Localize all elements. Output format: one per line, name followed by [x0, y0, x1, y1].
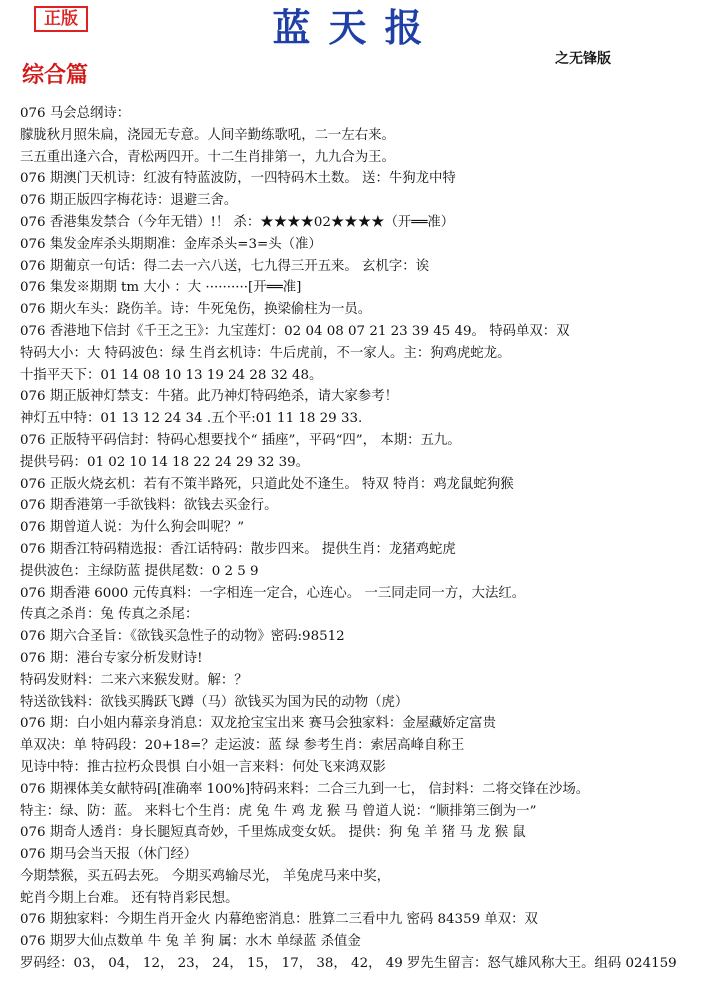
page-title: 蓝天报 — [272, 5, 441, 50]
content-line: 076 马会总纲诗： — [20, 106, 131, 121]
content-line: 076 香港集发禁合（今年无错）!！ 杀：★★★★02★★★★（开══准） — [20, 214, 455, 230]
content-line: 076 期裸体美女献特码[准确率 100%]特码来料：二合三九到一七， 信封料：二将交锋在沙场。 — [20, 781, 590, 797]
section-heading: 综合篇 — [22, 62, 89, 88]
content-line: 076 期香江特码精选报：香江话特码：散步四来。 提供生肖：龙猪鸡蛇虎 — [20, 541, 456, 557]
content-line: 076 期正版四字梅花诗：退避三舍。 — [20, 193, 238, 209]
content-lines — [20, 103, 704, 975]
genuine-badge: 正版 — [34, 6, 88, 32]
content-line: 076 期：港台专家分析发财诗! — [20, 650, 203, 666]
content-line: 特码大小：大 特码波色：绿 生肖玄机诗：牛后虎前，不一家人。主：狗鸡虎蛇龙。 — [20, 345, 511, 361]
content-line: 提供号码：01 02 10 14 18 22 24 29 32 39。 — [20, 454, 310, 470]
content-line: 十指平天下：01 14 08 10 13 19 24 28 32 48。 — [20, 367, 323, 383]
content-line: 神灯五中特：01 13 12 24 34 .五个平:01 11 18 29 33. — [20, 411, 363, 427]
content-line: 076 期马会当天报（休门经） — [20, 847, 198, 863]
content-line: 076 集发金库杀头期期准：金库杀头=3=头（准） — [20, 236, 322, 252]
content-line: 076 期独家料：今期生肖开金火 内幕绝密消息：胜算二三看中九 密码 84359 单双：双 — [20, 912, 538, 928]
content-line: 朦胧秋月照朱扁，浇园无专意。人间辛勤练歌吼，二一左右来。 — [20, 127, 395, 143]
content-line: 076 期：白小姐内幕亲身消息：双龙抢宝宝出来 赛马会独家料：金屋藏娇定富贵 — [20, 716, 496, 732]
content-line: 076 期奇人透肖：身长腿短真奇妙，千里炼成变女妖。 提供：狗 兔 羊 猪 马 龙 猴 鼠 — [20, 825, 526, 841]
content-line: 特送欲钱料：欲钱买腾跃飞蹲（马）欲钱买为国为民的动物（虎） — [20, 694, 409, 710]
content-line: 076 期罗大仙点数单 牛 兔 羊 狗 属：水木 单绿蓝 杀值金 — [20, 934, 361, 950]
edition-label: 之无锋版 — [555, 51, 611, 67]
content-line: 076 期澳门天机诗：红波有特蓝波防，一四特码木土数。 送：牛狗龙中特 — [20, 171, 456, 187]
content-line: 076 期六合圣旨：《欲钱买急性子的动物》密码:98512 — [20, 629, 345, 645]
content-line: 传真之杀肖：兔 传真之杀尾： — [20, 607, 199, 623]
content-line: 076 期葡京一句话：得二去一六八送，七九得三开五来。 玄机字：诶 — [20, 258, 430, 274]
content-line: 见诗中特：推古拉朽众畏惧 白小姐一言来料：何处飞来鸿双影 — [20, 759, 386, 775]
content-line: 076 期香港 6000 元传真料：一字相连一定合，心连心。 一三同走同一方，大法红。 — [20, 585, 526, 601]
content-line: 三五重出逢六合，青松两四开。十二生肖排第一，九九合为王。 — [20, 149, 395, 165]
content-line: 076 正版火烧玄机：若有不策半路死，只道此处不逢生。 特双 特肖：鸡龙鼠蛇狗猴 — [20, 476, 514, 492]
content-line: 罗码经：03， 04， 12， 23， 24， 15， 17， 38， 42， 49 罗先生留言：怒气雄风称大王。组码 024159 — [20, 956, 677, 972]
content-line: 076 期曾道人说：为什么狗会叫呢？” — [20, 520, 245, 536]
content-line: 076 集发※期期 tm 大小 ：大 ··········[开══准] — [20, 280, 302, 296]
content-line: 蛇肖今期上台难。 还有特肖彩民想。 — [20, 890, 239, 906]
content-line: 076 期香港第一手欲钱料：欲钱去买金行。 — [20, 498, 278, 514]
content-line: 特主：绿、防：蓝。 来料七个生肖：虎 兔 牛 鸡 龙 猴 马 曾道人说：“顺排第三倒为一” — [20, 803, 537, 819]
content-line: 076 正版特平码信封：特码心想要找个“ 插座”，平码“四”， 本期：五九。 — [20, 432, 461, 448]
content-line: 特码发财料：二来六来猴发财。解：？ — [20, 672, 248, 688]
content-line: 076 香港地下信封《千王之王》：九宝莲灯：02 04 08 07 21 23 39 45 49。 特码单双：双 — [20, 323, 570, 339]
content-line: 今期禁猴，买五码去死。 今期买鸡输尽光， 羊兔虎马来中奖， — [20, 868, 391, 884]
content-line: 076 期火车头：跷伤羊。诗：牛死兔伤，换梁偷柱为一员。 — [20, 302, 372, 318]
content-line: 提供波色：主绿防蓝 提供尾数：0 2 5 9 — [20, 563, 259, 579]
content-line: 单双决：单 特码段：20+18=？走运波：蓝 绿 参考生肖：索居高峰自称王 — [20, 738, 465, 754]
content-line: 076 期正版神灯禁支：牛猪。此乃神灯特码绝杀，请大家参考！ — [20, 389, 398, 405]
